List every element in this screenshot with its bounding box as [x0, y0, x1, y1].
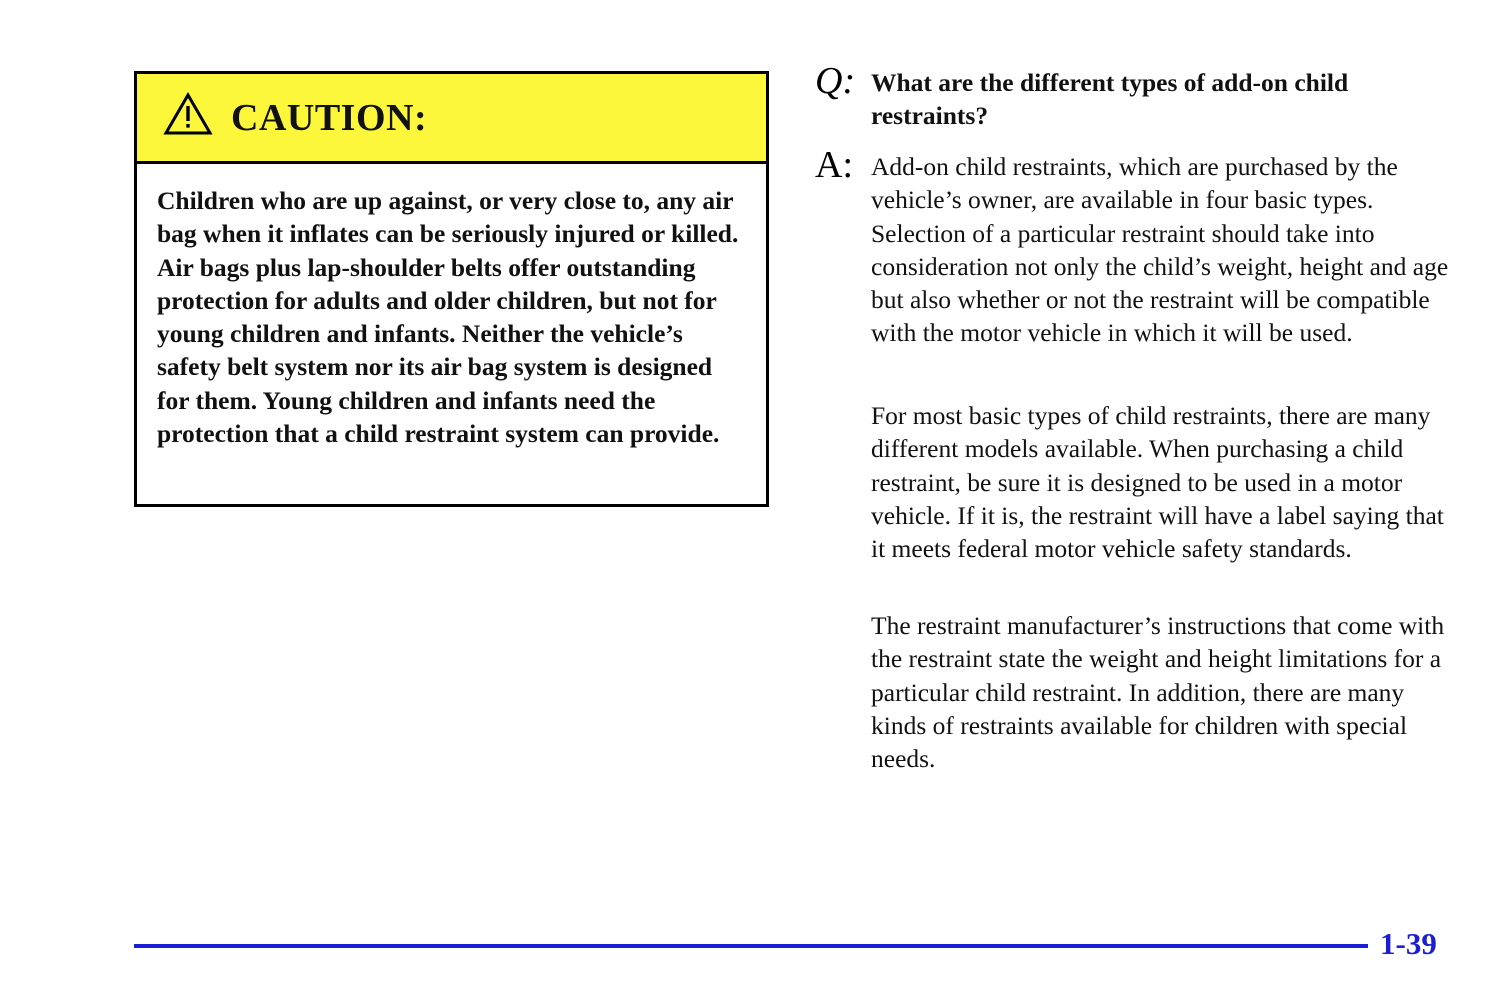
- page-number: 1-39: [1380, 926, 1437, 961]
- answer-label: A:: [815, 144, 853, 186]
- answer-paragraph: Add-on child restraints, which are purchased by the vehicle’s owner, are available in four basic types. Selection of a particular restraint should take into consideration not only the child’s weight, height and age but also whether or not the restraint will be compatible with the motor vehicle in which it will be used.: [871, 152, 1449, 348]
- caution-text: Children who are up against, or very close to, any air bag when it inflates can be seriously injured or killed. Air bags plus lap-shoulder belts offer outstanding protection for adults and older children, but not for young children and infants. Neither the vehicle’s safety belt system nor its air bag system is designed for them. Young children and infants need the protection that a child restraint system can provide.: [157, 186, 739, 449]
- footer-rule: [134, 944, 1368, 948]
- warning-triangle-icon: [163, 92, 213, 136]
- answer-paragraph: The restraint manufacturer’s instructions that come with the restraint state the weight and height limitations for a particular child restraint. In addition, there are many kinds of restraints available for children with special needs.: [871, 611, 1445, 774]
- caution-title: CAUTION:: [231, 96, 428, 139]
- question-label: Q:: [815, 60, 856, 102]
- caution-header: [137, 74, 766, 164]
- question-text: What are the different types of add-on child restraints?: [871, 68, 1349, 131]
- answer-paragraph: For most basic types of child restraints, there are many different models available. When purchasing a child restraint, be sure it is designed to be used in a motor vehicle. If it is, the restraint will have a label saying that it meets federal motor vehicle safety standards.: [871, 401, 1444, 564]
- caution-box: [134, 71, 769, 507]
